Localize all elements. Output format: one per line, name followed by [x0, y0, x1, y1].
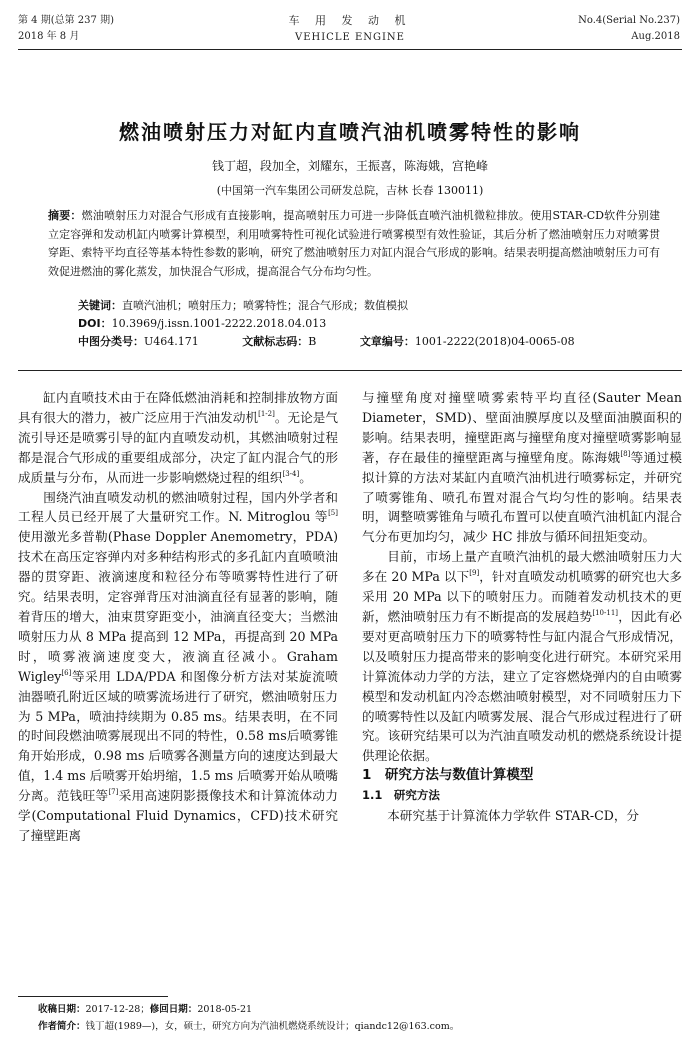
section-heading: 1 研究方法与数值计算模型: [362, 767, 534, 784]
serial-number: No.4(Serial No.237): [578, 15, 680, 26]
author-list: 钱丁超，段加全，刘耀东，王振喜，陈海娥，宫艳峰: [211, 159, 488, 173]
citation: [6]: [61, 668, 72, 677]
citation: [7]: [108, 788, 119, 797]
footnote-rule: [18, 996, 168, 997]
abstract-rule: [18, 370, 682, 371]
revised-date: 2018-05-21: [197, 1004, 253, 1015]
article-title: 燃油喷射压力对缸内直喷汽油机喷雾特性的影响: [119, 120, 581, 144]
paragraph: 围绕汽油直喷发动机的燃油喷射过程，国内外学者和工程人员已经开展了大量研究工作。N. Mitroglou 等[5]使用激光多普勒(Phase Doppler Anemometry，PDA)技术在高压定容弹内对多种结构形式的多孔缸内直喷喷油器的贯穿距、液滴速度和粒径分布等喷雾特性进行了研究。结果表明，定容弹背压对油滴直径有显著的影响，随着背压的增大，油束贯穿距变小，油滴直径变大；当燃油喷射压力从 8 MPa 提高到 12 MPa，再提高到 20 MPa 时，喷雾液滴速度变大，液滴直径减小。Graham Wigley[6]等采用 LDA/PDA 和图像分析方法对某旋流喷油器喷孔附近区域的喷雾流场进行了研究，燃油喷射压力为 5 MPa，喷油持续期为 0.85 ms。结果表明，在不同的时间段燃油喷雾展现出不同的特性，0.58 ms后喷雾锥角开始形成，0.98 ms 后喷雾各测量方向的速度达到最大值，1.4 ms 后喷雾开始坍缩，1.5 ms 后喷雾开始从喷嘴分离。范钱旺等[7]采用高速阴影摄像技术和计算流体动力学(Computational Fluid Dynamics，CFD)技术研究了撞壁距离: [18, 489, 339, 843]
bio-text: 钱丁超(1989—)，女，硕士，研究方向为汽油机燃烧系统设计；qiandc12@163.com。: [85, 1021, 460, 1032]
paragraph: 目前，市场上量产直喷汽油机的最大燃油喷射压力大多在 20 MPa 以下[9]，针对直喷发动机喷雾的研究也大多采用 20 MPa 以下的喷射压力。而随着发动机技术的更新，燃油喷射压力有不断提高的发展趋势[10-11]，因此有必要对更高喷射压力下的喷雾特性与缸内混合气形成情况，以及喷射压力提高带来的影响变化进行研究。本研究采用计算流体动力学的方法，建立了定容燃烧弹内的自由喷雾模型和发动机缸内冷态燃油喷射模型，对不同喷射压力下的喷雾特性以及缸内喷雾发展、混合气形成过程进行了研究。该研究结果可以为汽油直喷发动机的燃烧系统设计提供理论依据。: [362, 549, 683, 764]
clc-value: U464.171: [144, 335, 199, 348]
classification-line: [78, 334, 575, 350]
citation: [5]: [328, 509, 338, 518]
bio-label: 作者简介：: [38, 1021, 86, 1032]
abstract-text: 燃油喷射压力对混合气形成有直接影响，提高喷射压力可进一步降低直喷汽油机微粒排放。使用STAR-CD软件分别建立定容弹和发动机缸内喷雾计算模型，利用喷雾特性可视化试验进行喷雾模型有效性验证，其后分析了燃油喷射压力对喷雾贯穿距、索特平均直径等基本特性参数的影响，研究了燃油喷射压力对缸内混合气形成的影响。结果表明提高燃油喷射压力可有效促进燃油的雾化蒸发，加快混合气形成，提高混合气分布均匀性。: [48, 209, 661, 278]
citation: [9]: [469, 569, 480, 578]
doi-link[interactable]: 10.3969/j.issn.1001-2222.2018.04.013: [111, 317, 327, 330]
article-no-value: 1001-2222(2018)04-0065-08: [414, 335, 575, 348]
left-column: [18, 388, 338, 846]
subsection-heading: 1.1 研究方法: [362, 788, 440, 803]
header-rule: [18, 49, 682, 50]
abstract-label: 摘要：: [48, 209, 82, 222]
citation: [8]: [620, 449, 631, 458]
revised-label: 修回日期：: [149, 1004, 198, 1015]
doi-label: DOI：: [78, 317, 112, 330]
citation: [3-4]: [282, 469, 300, 478]
right-column: [362, 388, 682, 826]
paragraph: 本研究基于计算流体力学软件 STAR-CD，分: [387, 808, 640, 824]
received-label: 收稿日期：: [38, 1004, 86, 1015]
issue-date: 2018 年 8 月: [18, 31, 80, 42]
issue-date-en: Aug.2018: [631, 31, 680, 42]
affiliation: (中国第一汽车集团公司研发总院，吉林 长春 130011): [216, 184, 484, 197]
paragraph: 与撞壁角度对撞壁喷雾索特平均直径(Sauter Mean Diameter，SMD)、壁面油膜厚度以及壁面油膜面积的影响。结果表明，撞壁距离与撞壁角度对撞壁喷雾影响显著，存在最佳的撞壁距离与撞壁角度。陈海娥[8]等通过模拟计算的方法对某缸内直喷汽油机进行喷雾标定，并研究了喷雾锥角、喷孔布置对混合气均匀性的影响。结果表明，调整喷雾锥角与喷孔布置可以使直喷汽油机缸内混合气分布更加均匀，减少 HC 排放与循环间扭矩变动。: [362, 390, 683, 545]
clc-label: 中图分类号：: [78, 335, 144, 348]
journal-name-en: VEHICLE ENGINE: [294, 32, 405, 43]
doc-code-label: 文献标志码：: [242, 335, 309, 348]
abstract: [48, 207, 660, 281]
doi: [78, 316, 326, 332]
keywords: [78, 298, 408, 314]
paragraph: 缸内直喷技术由于在降低燃油消耗和控制排放物方面具有很大的潜力，被广泛应用于汽油发动机[1-2]。无论是气流引导还是喷雾引导的缸内直喷发动机，其燃油喷射过程都是混合气形成的重要组成部分，决定了缸内混合气的形成质量与分布，从而进一步影响燃烧过程的组织[3-4]。: [18, 390, 339, 485]
article-no-label: 文章编号：: [359, 335, 415, 348]
keywords-label: 关键词：: [78, 299, 122, 312]
received-date: 2017-12-28；: [85, 1004, 150, 1015]
journal-name-cn: 车 用 发 动 机: [288, 14, 412, 27]
received-dates: [38, 1003, 252, 1017]
keywords-text: 直喷汽油机；喷射压力；喷雾特性；混合气形成；数值模拟: [122, 299, 408, 312]
issue-number: 第 4 期(总第 237 期): [18, 15, 114, 26]
citation: [10-11]: [592, 608, 619, 617]
doc-code-value: B: [308, 335, 317, 348]
author-bio: [38, 1020, 459, 1034]
citation: [1-2]: [258, 409, 275, 418]
